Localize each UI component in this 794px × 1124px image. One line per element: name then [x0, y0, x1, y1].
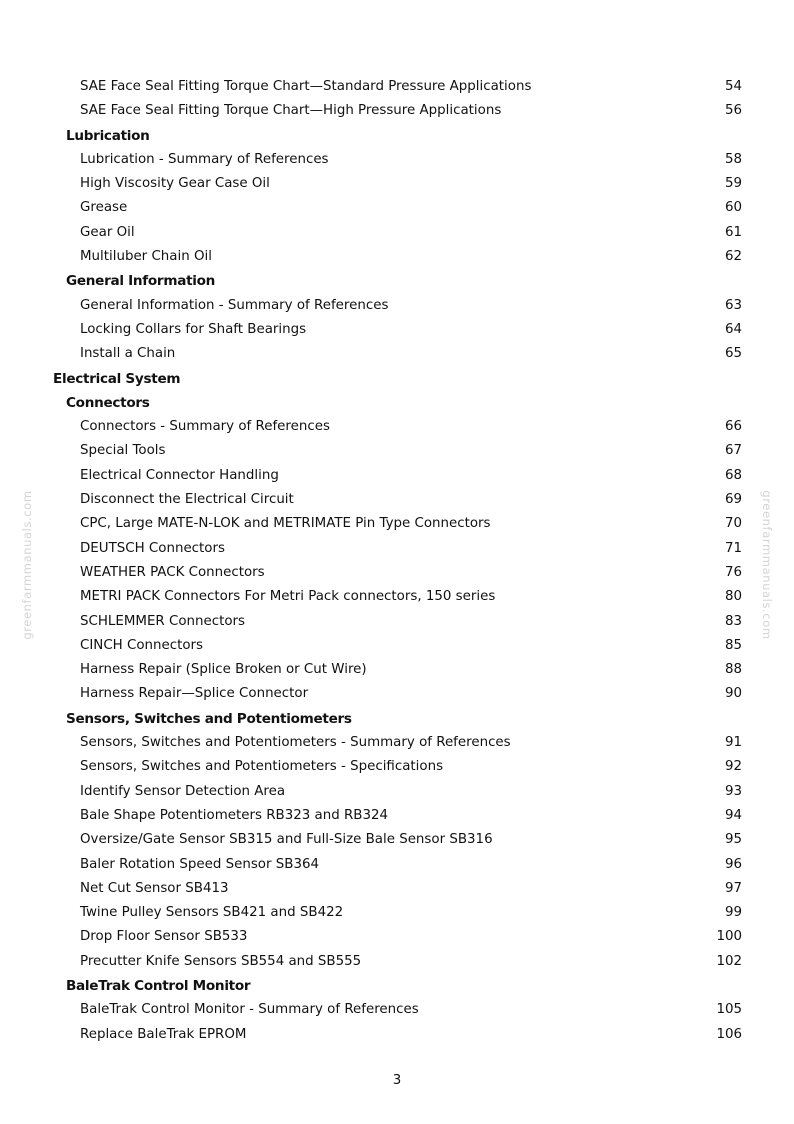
toc-entry[interactable] — [0, 294, 794, 318]
toc-page-number: 85 — [724, 637, 742, 653]
watermark-right: greenfarmmanuals.com — [760, 490, 774, 640]
page-number: 3 — [392, 1073, 402, 1088]
toc-entry[interactable] — [0, 196, 794, 220]
toc-entry-title: Grease — [80, 200, 128, 216]
toc-page-number: 91 — [724, 735, 742, 751]
toc-entry[interactable] — [0, 658, 794, 682]
toc-page-number: 58 — [724, 151, 742, 167]
toc-page-number: 65 — [724, 346, 742, 362]
toc-page-number: 67 — [724, 443, 742, 459]
toc-entry-title: Harness Repair (Splice Broken or Cut Wire) — [80, 662, 367, 678]
toc-entry[interactable] — [0, 731, 794, 755]
toc-page-number: 61 — [724, 224, 742, 240]
table-of-contents — [0, 75, 794, 1047]
toc-entry-title: Connectors - Summary of References — [80, 419, 330, 435]
toc-page-number: 100 — [716, 929, 742, 945]
toc-entry-title: Electrical Connector Handling — [80, 467, 279, 483]
toc-page-number: 62 — [724, 249, 742, 265]
toc-entry[interactable] — [0, 610, 794, 634]
toc-entry-title: Harness Repair—Splice Connector — [80, 686, 309, 702]
toc-entry-title: SAE Face Seal Fitting Torque Chart—High Pressure Applications — [80, 103, 502, 119]
toc-entry-title: Bale Shape Potentiometers RB323 and RB324 — [80, 807, 389, 823]
toc-entry[interactable] — [0, 148, 794, 172]
toc-entry[interactable] — [0, 488, 794, 512]
toc-entry-title: Multiluber Chain Oil — [80, 249, 212, 265]
toc-entry[interactable] — [0, 634, 794, 658]
toc-entry-title: Identify Sensor Detection Area — [80, 783, 286, 799]
toc-entry[interactable] — [0, 585, 794, 609]
toc-page-number: 64 — [724, 321, 742, 337]
toc-entry[interactable] — [0, 245, 794, 269]
toc-page-number: 102 — [716, 953, 742, 969]
toc-page-number: 88 — [724, 662, 742, 678]
toc-entry[interactable] — [0, 439, 794, 463]
toc-entry[interactable] — [0, 318, 794, 342]
toc-entry-title: CPC, Large MATE-N-LOK and METRIMATE Pin Type Connectors — [80, 516, 491, 532]
toc-entry[interactable] — [0, 828, 794, 852]
toc-entry[interactable] — [0, 342, 794, 366]
toc-entry[interactable] — [0, 537, 794, 561]
toc-page-number: 97 — [724, 880, 742, 896]
toc-page-number: 70 — [724, 516, 742, 532]
toc-page-number: 56 — [724, 103, 742, 119]
toc-entry[interactable] — [0, 464, 794, 488]
toc-subsection — [0, 269, 794, 293]
toc-entry[interactable] — [0, 925, 794, 949]
toc-page-number: 80 — [724, 589, 742, 605]
toc-entry[interactable] — [0, 99, 794, 123]
toc-entry[interactable] — [0, 780, 794, 804]
toc-entry-title: Sensors, Switches and Potentiometers - Specifications — [80, 759, 444, 775]
toc-entry[interactable] — [0, 561, 794, 585]
toc-entry-title: Baler Rotation Speed Sensor SB364 — [80, 856, 320, 872]
toc-entry[interactable] — [0, 950, 794, 974]
toc-subsection — [0, 974, 794, 998]
toc-page-number: 63 — [724, 297, 742, 313]
toc-subsection-title: Lubrication — [66, 127, 150, 144]
toc-entry-title: METRI PACK Connectors For Metri Pack connectors, 150 series — [80, 589, 496, 605]
toc-entry[interactable] — [0, 1023, 794, 1047]
toc-page-number: 96 — [724, 856, 742, 872]
toc-entry-title: BaleTrak Control Monitor - Summary of References — [80, 1002, 419, 1018]
toc-entry-title: CINCH Connectors — [80, 637, 204, 653]
toc-entry-title: Twine Pulley Sensors SB421 and SB422 — [80, 905, 344, 921]
toc-entry-title: Precutter Knife Sensors SB554 and SB555 — [80, 953, 362, 969]
toc-page-number: 76 — [724, 564, 742, 580]
toc-subsection-title: General Information — [66, 273, 216, 290]
toc-subsection-title: Sensors, Switches and Potentiometers — [66, 710, 352, 727]
toc-subsection-title: BaleTrak Control Monitor — [66, 977, 251, 994]
toc-entry-title: Net Cut Sensor SB413 — [80, 880, 229, 896]
toc-entry-title: Locking Collars for Shaft Bearings — [80, 321, 307, 337]
toc-entry-title: SAE Face Seal Fitting Torque Chart—Standard Pressure Applications — [80, 79, 532, 94]
toc-entry-title: Disconnect the Electrical Circuit — [80, 492, 294, 508]
toc-subsection — [0, 707, 794, 731]
toc-entry[interactable] — [0, 682, 794, 706]
toc-entry[interactable] — [0, 804, 794, 828]
toc-page-number: 105 — [716, 1002, 742, 1018]
toc-entry-title: Drop Floor Sensor SB533 — [80, 929, 248, 945]
toc-entry[interactable] — [0, 172, 794, 196]
toc-entry[interactable] — [0, 755, 794, 779]
watermark-left: greenfarmmanuals.com — [20, 490, 34, 640]
toc-subsection — [0, 124, 794, 148]
toc-page-number: 99 — [724, 905, 742, 921]
toc-entry-title: Lubrication - Summary of References — [80, 151, 329, 167]
toc-entry[interactable] — [0, 901, 794, 925]
toc-section-title: Electrical System — [53, 370, 181, 387]
toc-entry-title: Special Tools — [80, 443, 166, 459]
toc-entry-title: WEATHER PACK Connectors — [80, 564, 265, 580]
toc-entry-title: DEUTSCH Connectors — [80, 540, 225, 556]
toc-page-number: 92 — [724, 759, 742, 775]
toc-page-number: 94 — [724, 807, 742, 823]
toc-section — [0, 367, 794, 391]
toc-entry-title: Sensors, Switches and Potentiometers - Summary of References — [80, 735, 511, 751]
toc-page-number: 71 — [724, 540, 742, 556]
toc-page-number: 95 — [724, 832, 742, 848]
toc-entry[interactable] — [0, 75, 794, 99]
toc-subsection-title: Connectors — [66, 394, 150, 411]
toc-page-number: 60 — [724, 200, 742, 216]
toc-entry[interactable] — [0, 415, 794, 439]
toc-entry[interactable] — [0, 998, 794, 1022]
toc-page-number: 93 — [724, 783, 742, 799]
toc-page-number: 68 — [724, 467, 742, 483]
toc-subsection — [0, 391, 794, 415]
toc-entry[interactable] — [0, 853, 794, 877]
toc-entry[interactable] — [0, 221, 794, 245]
toc-page-number: 90 — [724, 686, 742, 702]
toc-page-number: 106 — [716, 1026, 742, 1042]
toc-page-number: 59 — [724, 176, 742, 192]
toc-entry[interactable] — [0, 877, 794, 901]
toc-page-number: 66 — [724, 419, 742, 435]
toc-page-number: 83 — [724, 613, 742, 629]
toc-entry-title: General Information - Summary of References — [80, 297, 389, 313]
toc-entry[interactable] — [0, 512, 794, 536]
toc-entry-title: SCHLEMMER Connectors — [80, 613, 246, 629]
toc-entry-title: Install a Chain — [80, 346, 176, 362]
toc-page-number: 69 — [724, 492, 742, 508]
toc-entry-title: Gear Oil — [80, 224, 135, 240]
toc-page-number: 54 — [724, 79, 742, 94]
toc-entry-title: Replace BaleTrak EPROM — [80, 1026, 247, 1042]
toc-entry-title: Oversize/Gate Sensor SB315 and Full-Size Bale Sensor SB316 — [80, 832, 493, 848]
toc-entry-title: High Viscosity Gear Case Oil — [80, 176, 270, 192]
